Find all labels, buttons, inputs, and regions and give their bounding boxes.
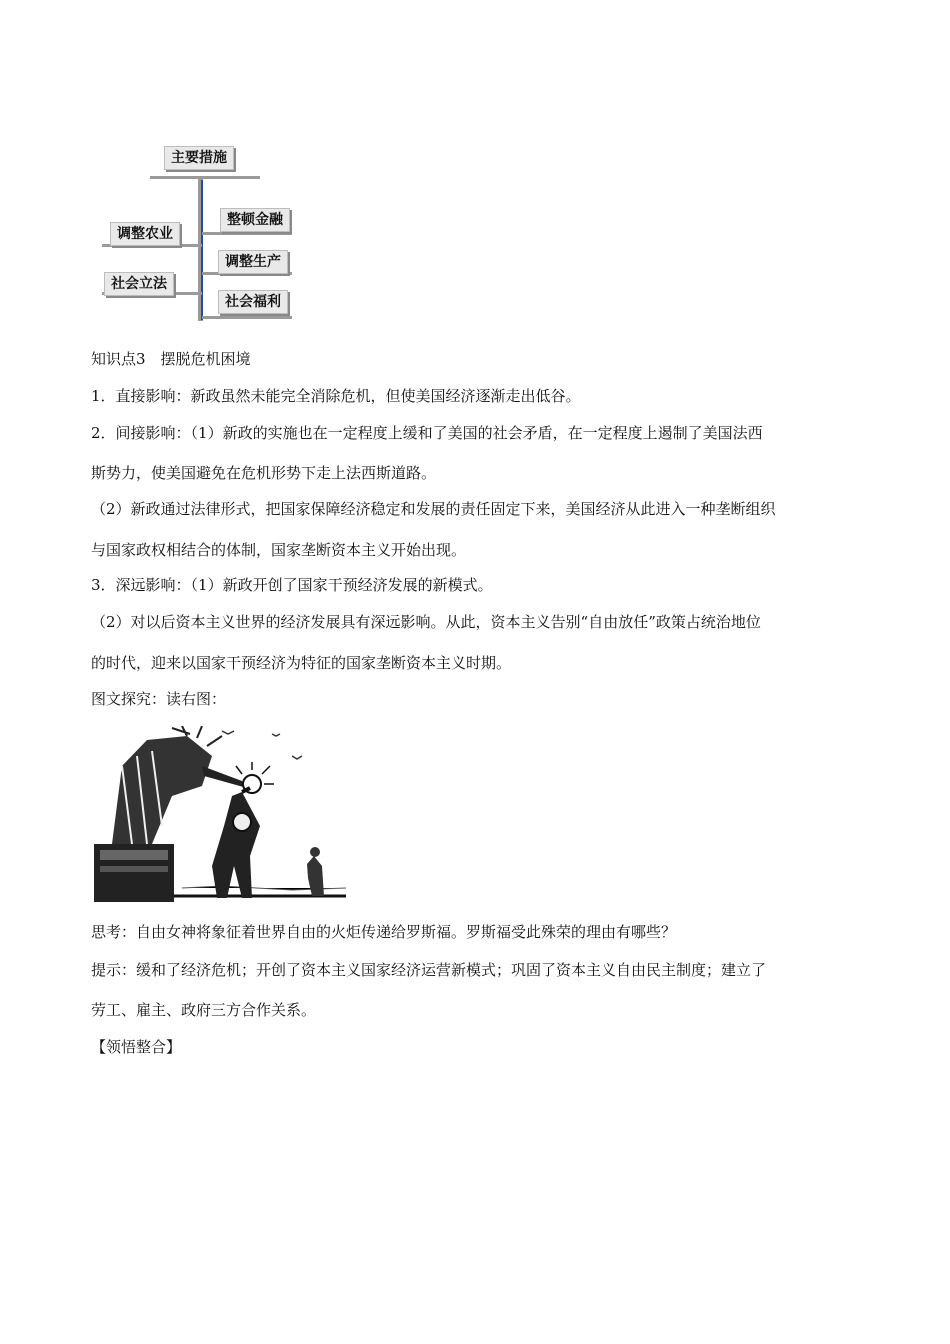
diagram-connector: [202, 232, 292, 235]
paragraph-indirect-impact-2-cont: 与国家政权相结合的体制，国家垄断资本主义开始出现。: [91, 541, 467, 559]
section-title: 知识点3 摆脱危机困境: [91, 350, 251, 368]
paragraph-far-impact: 3．深远影响：（1）新政开创了国家干预经济发展的新模式。: [91, 576, 493, 594]
statue-torch-cartoon-icon: [92, 726, 346, 906]
paragraph-indirect-impact-2: （2）新政通过法律形式，把国家保障经济稳定和发展的责任固定下来，美国经济从此进入一种垄断组织: [91, 500, 776, 518]
paragraph-far-impact-2-cont: 的时代，迎来以国家干预经济为特征的国家垄断资本主义时期。: [91, 654, 512, 672]
measures-diagram: [100, 140, 310, 330]
paragraph-far-impact-2: （2）对以后资本主义世界的经济发展具有深远影响。从此，资本主义告别“自由放任”政策占统治地位: [91, 613, 761, 631]
hint-text-cont: 劳工、雇主、政府三方合作关系。: [91, 1001, 317, 1019]
diagram-root: 主要措施: [164, 146, 234, 170]
think-question: 思考：自由女神将象征着世界自由的火炬传递给罗斯福。罗斯福受此殊荣的理由有哪些？: [91, 923, 677, 941]
paragraph-indirect-impact: 2．间接影响：（1）新政的实施也在一定程度上缓和了美国的社会矛盾，在一定程度上遏制了美国法西: [91, 424, 763, 442]
hint-text: 提示：缓和了经济危机；开创了资本主义国家经济运营新模式；巩固了资本主义自由民主制度；建立了: [91, 961, 767, 979]
diagram-connector: [202, 316, 292, 319]
diagram-left-item: 社会立法: [104, 272, 174, 296]
summary-heading: 【领悟整合】: [91, 1038, 182, 1056]
diagram-right-item: 调整生产: [218, 250, 288, 274]
diagram-spine-accent: [201, 180, 203, 320]
paragraph-indirect-impact-cont: 斯势力，使美国避免在危机形势下走上法西斯道路。: [91, 464, 437, 482]
cartoon-illustration: [92, 726, 346, 906]
diagram-left-item: 调整农业: [110, 222, 180, 246]
explore-label: 图文探究：读右图：: [91, 690, 227, 708]
diagram-right-item: 社会福利: [218, 290, 288, 314]
diagram-right-item: 整顿金融: [220, 208, 290, 232]
diagram-connector: [150, 176, 260, 179]
paragraph-direct-impact: 1．直接影响：新政虽然未能完全消除危机，但使美国经济逐渐走出低谷。: [91, 387, 581, 405]
